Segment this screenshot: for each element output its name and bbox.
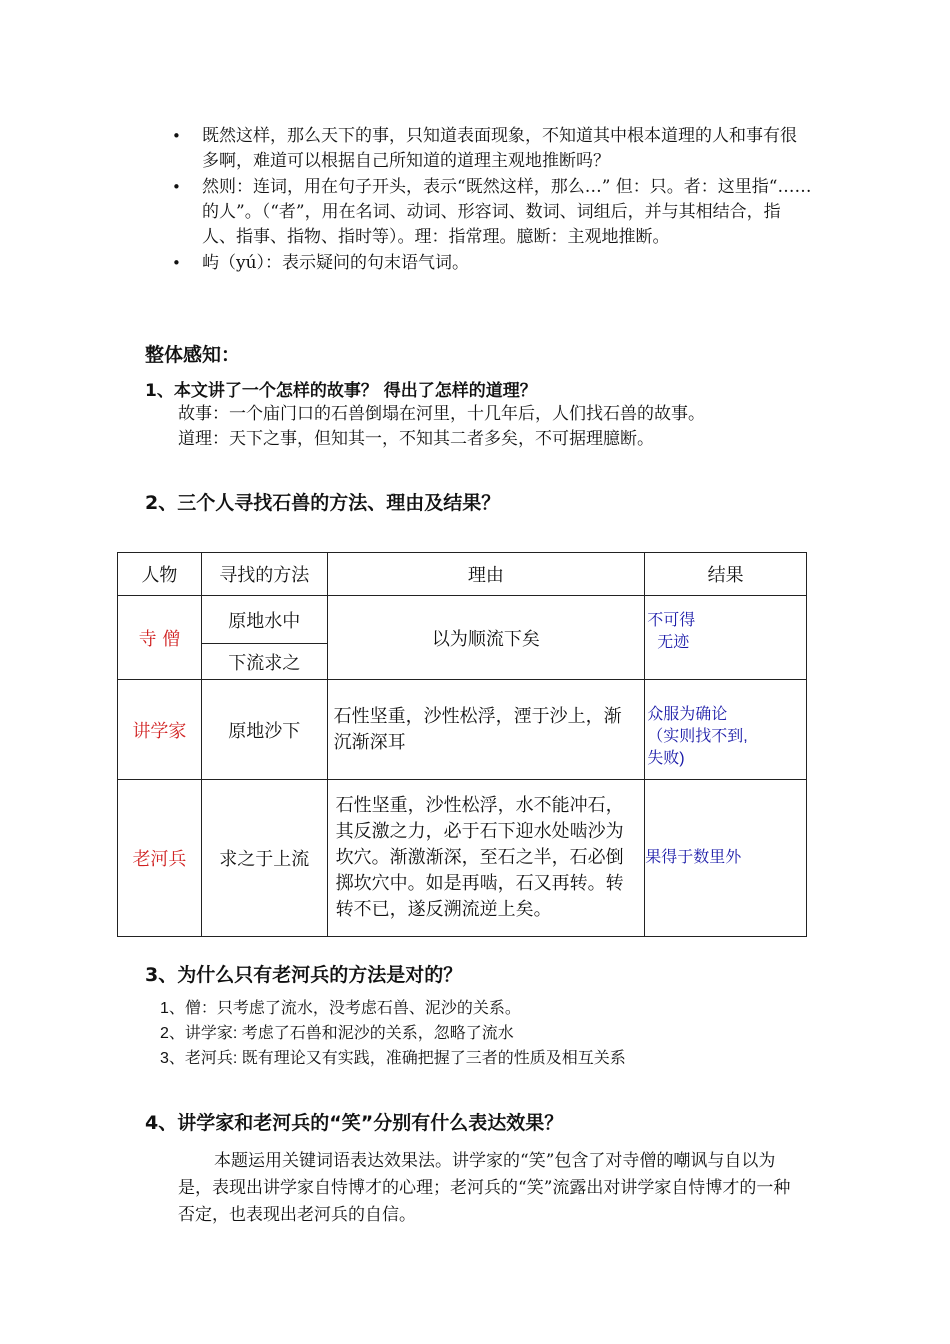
reason-cell: 石性坚重，沙性松浮，湮于沙上，渐沉渐深耳 — [327, 680, 645, 780]
table-row — [118, 780, 807, 937]
person-scholar: 讲学家 — [118, 680, 202, 780]
reason-cell: 以为顺流下矣 — [327, 596, 645, 680]
bullet-icon: • — [172, 254, 181, 272]
header-person: 人物 — [118, 553, 202, 596]
comparison-table — [117, 552, 807, 937]
question-3-title: 3、为什么只有老河兵的方法是对的？ — [145, 964, 463, 986]
table-row — [118, 596, 807, 644]
person-soldier: 老河兵 — [118, 780, 202, 937]
result-line: （实则找不到, — [647, 728, 748, 745]
result-cell: 果得于数里外 — [645, 780, 807, 937]
question-1-title: 1、本文讲了一个怎样的故事？ 得出了怎样的道理？ — [145, 381, 537, 401]
note-text: 屿（yú）：表示疑问的句末语气词。 — [202, 253, 470, 273]
result-line: 失败) — [647, 750, 685, 767]
method-cell: 原地水中 — [201, 596, 327, 644]
result-line: 无迹 — [657, 634, 690, 651]
person-monk: 寺 僧 — [118, 596, 202, 680]
method-cell: 求之于上流 — [201, 780, 327, 937]
header-reason: 理由 — [327, 553, 645, 596]
header-method: 寻找的方法 — [201, 553, 327, 596]
section-title: 整体感知： — [145, 344, 241, 366]
reason-cell: 石性坚重，沙性松浮，水不能冲石，其反激之力，必于石下迎水处啮沙为坎穴。渐激渐深，至石之半，石必倒掷坎穴中。如是再啮，石又再转。转转不已，遂反溯流逆上矣。 — [327, 780, 645, 937]
result-cell — [645, 680, 807, 780]
list-item — [172, 175, 812, 250]
moral-text: 道理：天下之事，但知其一，不知其二者多矣，不可据理臆断。 — [178, 429, 654, 449]
method-cell: 原地沙下 — [201, 680, 327, 780]
table-row — [118, 680, 807, 780]
point-text: 3、老河兵: 既有理论又有实践，准确把握了三者的性质及相互关系 — [160, 1050, 626, 1067]
result-line: 不可得 — [647, 612, 696, 629]
method-cell: 下流求之 — [201, 644, 327, 680]
list-item — [172, 124, 812, 174]
bullet-icon: • — [172, 127, 181, 145]
list-item — [172, 251, 812, 276]
result-line: 众服为确论 — [647, 706, 728, 723]
notes-list — [172, 124, 812, 277]
question-4-title: 4、讲学家和老河兵的“笑”分别有什么表达效果？ — [145, 1112, 564, 1134]
result-cell — [645, 596, 807, 680]
question-2-title: 2、三个人寻找石兽的方法、理由及结果？ — [145, 492, 501, 514]
table-header-row — [118, 553, 807, 596]
story-text: 故事：一个庙门口的石兽倒塌在河里，十几年后，人们找石兽的故事。 — [178, 404, 705, 424]
point-text: 2、讲学家: 考虑了石兽和泥沙的关系，忽略了流水 — [160, 1025, 514, 1042]
answer-paragraph: 本题运用关键词语表达效果法。讲学家的“笑”包含了对寺僧的嘲讽与自以为是，表现出讲学家自恃博才的心理；老河兵的“笑”流露出对讲学家自恃博才的一种否定，也表现出老河兵的自信。 — [178, 1151, 791, 1225]
note-text: 既然这样，那么天下的事，只知道表面现象，不知道其中根本道理的人和事有很多啊，难道可以根据自己所知道的道理主观地推断吗？ — [202, 126, 797, 171]
point-text: 1、僧：只考虑了流水，没考虑石兽、泥沙的关系。 — [160, 1000, 521, 1017]
header-result: 结果 — [645, 553, 807, 596]
bullet-icon: • — [172, 178, 181, 196]
note-text: 然则：连词，用在句子开头，表示“既然这样，那么…” 但：只。者：这里指“……的人”。（“者”，用在名词、动词、形容词、数词、词组后，并与其相结合，指人、指事、指物、指时等）。理：指常理。臆断：主观地推断。 — [202, 177, 812, 247]
